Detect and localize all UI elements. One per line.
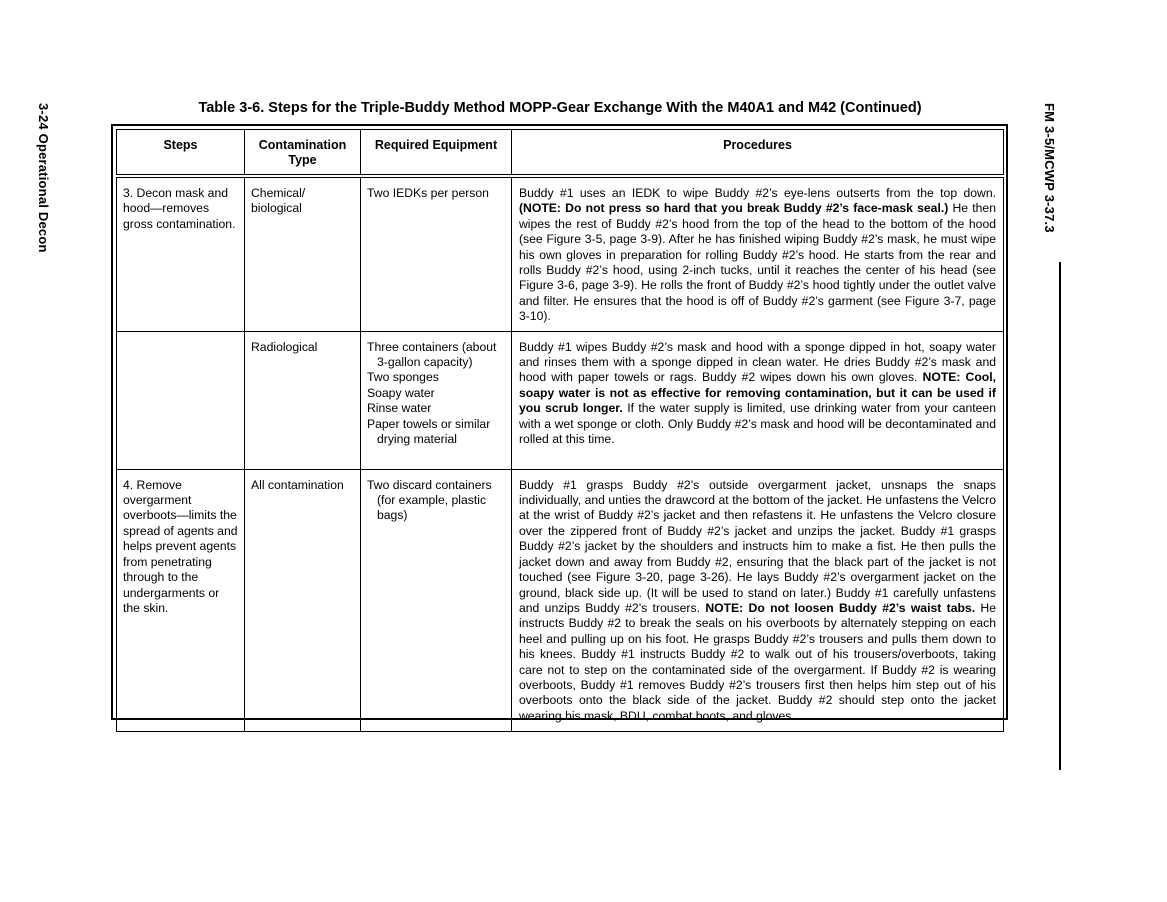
procedure-text: Buddy #1 uses an IEDK to wipe Buddy #2’s eye-lens outserts from the top down. <box>519 186 996 200</box>
procedure-note: NOTE: Do not loosen Buddy #2’s waist tabs. <box>705 600 976 615</box>
procedure-table <box>116 129 1004 732</box>
procedure-text: Buddy #1 grasps Buddy #2’s outside overgarment jacket, unsnaps the snaps individually, and unties the drawcord at the bottom of the jacket. He unfastens the Velcro at the wrist of Buddy #2’s jacket and then refastens it. He unfastens the Velcro closure over the zippered front of Buddy #2’s jacket and unzips the jacket. Buddy #1 grasps Buddy #2’s jacket by the shoulders and instructs him to make a fist. He then pulls the jacket down and away from Buddy #2, ensuring that the black part of the jacket is not touched (see Figure 3-20, page 3-26). He lays Buddy #2’s overgarment jacket on the ground, black side up. (It will be used to stand on later.) Buddy #1 carefully unfastens and unzips Buddy #2’s trousers. <box>519 477 996 615</box>
header-row <box>117 130 1004 177</box>
procedure-cell <box>512 331 1004 469</box>
equipment-item: Three containers (about 3-gallon capacity) <box>367 339 497 370</box>
equipment-item: Two IEDKs per person <box>367 186 489 200</box>
equipment-item: Rinse water <box>367 401 432 416</box>
equipment-cell <box>361 469 512 731</box>
procedure-cell <box>512 469 1004 731</box>
table-row <box>117 176 1004 331</box>
table-row <box>117 331 1004 469</box>
procedure-text: If the water supply is limited, use drinking water from your canteen with a wet sponge or cloth. Only Buddy #2’s mask and hood will be decontaminated and rolled at this time. <box>519 401 996 447</box>
margin-rule <box>1059 262 1061 770</box>
table-title: Table 3-6. Steps for the Triple-Buddy Method MOPP-Gear Exchange With the M40A1 and M42 (Continued) <box>198 100 922 116</box>
procedure-note: NOTE: Cool, soapy water is not as effective for removing contamination, but it can be used if you scrub longer. <box>519 370 996 416</box>
step-cell <box>117 331 245 469</box>
procedure-text: Buddy #1 wipes Buddy #2’s mask and hood with a sponge dipped in hot, soapy water and rinses them with a sponge dipped in clean water. He dries Buddy #2’s mask and hood with paper towels or rags. Buddy #2 wipes down his own gloves. <box>519 339 996 385</box>
contamination-cell: Radiological <box>245 331 361 469</box>
manual-id-label: FM 3-5/MCWP 3-37.3 <box>1042 103 1057 233</box>
contamination-cell: All contamination <box>245 469 361 731</box>
header-procedures: Procedures <box>512 130 1004 177</box>
equipment-item: Paper towels or similar drying material <box>367 416 491 447</box>
equipment-item: Two discard containers (for example, plastic bags) <box>367 477 492 523</box>
equipment-cell <box>361 176 512 331</box>
equipment-item: Two sponges <box>367 370 439 385</box>
procedure-text: He then wipes the rest of Buddy #2’s hood from the top of the head to the bottom of the hood (see Figure 3-5, page 3-9). After he has finished wiping Buddy #2’s mask, he must wipe his own gloves in preparation for rolling Buddy #2’s hood. He starts from the rear and rolls Buddy #2’s hood, using 2-inch tucks, until it reaches the center of his head (see Figure 3-6, page 3-9). He rolls the front of Buddy #2’s hood tightly under the outlet valve and filter. He ensures that the hood is off of Buddy #2’s garment (see Figure 3-7, page 3-10). <box>519 201 996 324</box>
contamination-cell: Chemical/ biological <box>245 176 361 331</box>
equipment-cell <box>361 331 512 469</box>
page-section-label: 3-24 Operational Decon <box>36 103 51 253</box>
header-steps: Steps <box>117 130 245 177</box>
header-contamination: Contamination Type <box>245 130 361 177</box>
procedure-cell <box>512 176 1004 331</box>
procedure-note: (NOTE: Do not press so hard that you break Buddy #2’s face-mask seal.) <box>519 201 949 216</box>
procedure-text: He instructs Buddy #2 to break the seals on his overboots by alternately stepping on each heel and pulling up on his foot. He grasps Buddy #2’s trousers and pulls them down to his knees. Buddy #1 instructs Buddy #2 to walk out of his trousers/overboots, taking care not to step on the contaminated side of the overgarment. If Buddy #2 is wearing overboots, Buddy #1 removes Buddy #2’s trousers first then helps him step out of his overboots onto the black side of the jacket. Buddy #2 should step onto the jacket wearing his mask, BDU, combat boots, and gloves. <box>519 600 996 723</box>
step-cell: 3. Decon mask and hood—removes gross contamination. <box>117 176 245 331</box>
table-frame <box>111 124 1008 723</box>
step-cell: 4. Remove overgarment overboots—limits the spread of agents and helps prevent agents from penetrating through to the undergarments or the skin. <box>117 469 245 731</box>
table-row <box>117 469 1004 731</box>
header-equipment: Required Equipment <box>361 130 512 177</box>
equipment-item: Soapy water <box>367 385 435 400</box>
